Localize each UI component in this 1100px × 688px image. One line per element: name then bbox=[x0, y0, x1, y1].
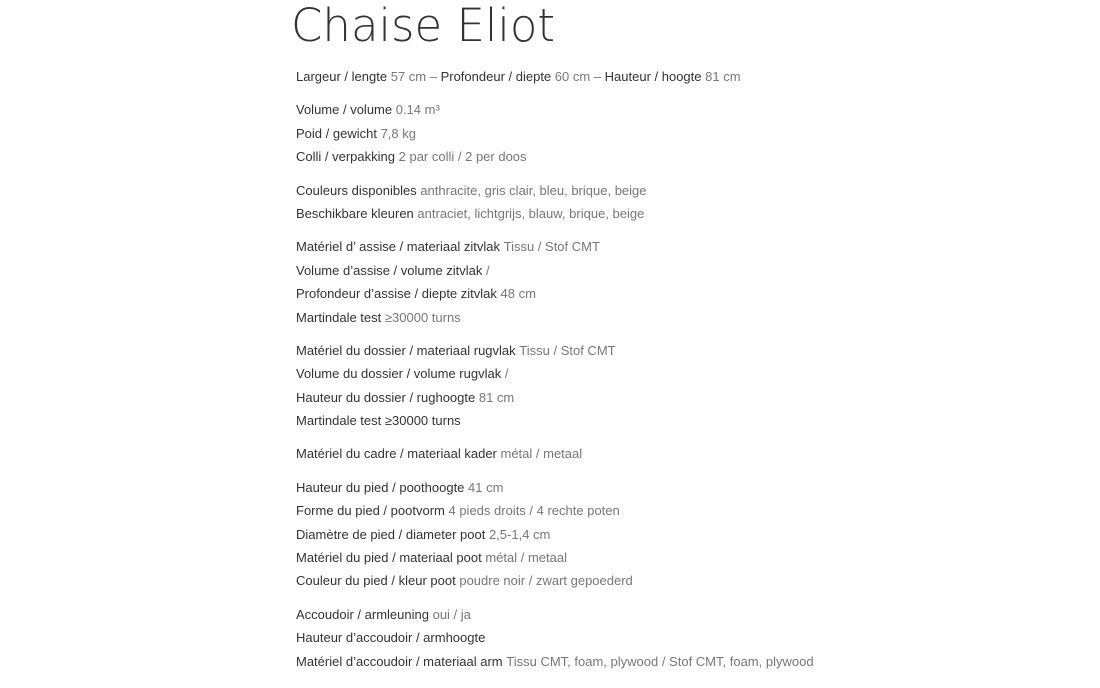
spec-value: 81 cm bbox=[705, 69, 741, 84]
spec-line bbox=[296, 98, 1076, 121]
spec-value: poudre noir / zwart gepoederd bbox=[459, 573, 633, 589]
spec-label: Couleur du pied / kleur poot bbox=[296, 573, 456, 589]
spec-value: ≥30000 turns bbox=[384, 309, 461, 325]
spec-line bbox=[296, 306, 1076, 329]
spec-label: Matériel d’accoudoir / materiaal arm bbox=[296, 653, 503, 669]
spec-value: métal / metaal bbox=[485, 550, 567, 566]
spec-group-frame bbox=[296, 442, 1076, 465]
spec-value: / bbox=[486, 262, 490, 278]
spec-group-seat bbox=[296, 235, 1076, 329]
spec-group-armrest bbox=[296, 603, 1076, 673]
spec-group-volume bbox=[296, 98, 1076, 168]
spec-value: 41 cm bbox=[468, 479, 504, 495]
spec-group-dimensions bbox=[296, 65, 1076, 88]
spec-label: Volume du dossier / volume rugvlak bbox=[296, 366, 502, 382]
spec-value: Tissu / Stof CMT bbox=[519, 342, 616, 358]
spec-value: 2,5-1,4 cm bbox=[488, 526, 551, 542]
spec-value: 81 cm bbox=[478, 389, 515, 405]
spec-label: Matériel d’ assise / materiaal zitvlak bbox=[296, 239, 500, 255]
spec-group-backrest bbox=[296, 339, 1076, 433]
spec-label: Volume d’assise / volume zitvlak bbox=[296, 262, 483, 278]
spec-label: Hauteur / hoogte bbox=[604, 69, 702, 84]
spec-value: oui / ja bbox=[432, 606, 471, 622]
spec-value: 2 par colli / 2 per doos bbox=[398, 149, 527, 165]
spec-label: Forme du pied / pootvorm bbox=[296, 503, 445, 519]
spec-value: / bbox=[504, 366, 509, 382]
spec-line bbox=[296, 409, 1076, 432]
spec-line bbox=[296, 386, 1076, 409]
spec-line bbox=[296, 339, 1076, 362]
spec-label: Poid / gewicht bbox=[296, 125, 377, 141]
spec-line bbox=[296, 259, 1076, 282]
spec-list bbox=[296, 65, 1076, 683]
spec-value: anthracite, gris clair, bleu, brique, beige bbox=[420, 182, 647, 198]
spec-line bbox=[296, 202, 1076, 225]
spec-value: antraciet, lichtgrijs, blauw, brique, beige bbox=[417, 205, 645, 221]
spec-value: métal / metaal bbox=[500, 446, 583, 462]
spec-value: 0.14 m³ bbox=[395, 102, 440, 118]
spec-line bbox=[296, 362, 1076, 385]
spec-label: Diamètre de pied / diameter poot bbox=[296, 526, 486, 542]
spec-line bbox=[296, 442, 1076, 465]
spec-line bbox=[296, 122, 1076, 145]
spec-value: Tissu / Stof CMT bbox=[503, 239, 600, 255]
page-title: Chaise Eliot bbox=[291, 0, 556, 52]
spec-label: Profondeur / diepte bbox=[440, 69, 552, 84]
spec-label: Hauteur du pied / poothoogte bbox=[296, 479, 465, 495]
spec-line bbox=[296, 650, 1076, 673]
spec-line bbox=[296, 145, 1076, 168]
spec-group-colors bbox=[296, 179, 1076, 226]
spec-line bbox=[296, 523, 1076, 546]
spec-label: Beschikbare kleuren bbox=[296, 205, 414, 221]
spec-label: Martindale test bbox=[296, 309, 382, 325]
spec-line bbox=[296, 569, 1076, 592]
spec-label: Matériel du cadre / materiaal kader bbox=[296, 446, 497, 462]
spec-line bbox=[296, 546, 1076, 569]
spec-line bbox=[296, 476, 1076, 499]
spec-line bbox=[296, 235, 1076, 258]
spec-value: 7,8 kg bbox=[380, 125, 416, 141]
spec-label: Accoudoir / armleuning bbox=[296, 606, 429, 622]
spec-label: Matériel du dossier / materiaal rugvlak bbox=[296, 342, 516, 358]
spec-value: 4 pieds droits / 4 rechte poten bbox=[448, 503, 620, 519]
spec-value: Tissu CMT, foam, plywood / Stof CMT, foam, plywood bbox=[506, 653, 814, 669]
spec-value: 60 cm – bbox=[554, 69, 602, 84]
spec-line bbox=[296, 603, 1076, 626]
spec-line bbox=[296, 282, 1076, 305]
spec-value: 57 cm – bbox=[390, 69, 437, 84]
spec-label: Couleurs disponibles bbox=[296, 182, 417, 198]
spec-label: Matériel du pied / materiaal poot bbox=[296, 550, 482, 566]
spec-group-legs bbox=[296, 476, 1076, 593]
spec-label: Largeur / lengte bbox=[296, 69, 388, 84]
spec-line bbox=[296, 499, 1076, 522]
spec-line bbox=[296, 179, 1076, 202]
spec-label: Profondeur d’assise / diepte zitvlak bbox=[296, 286, 497, 302]
spec-label: Hauteur du dossier / rughoogte bbox=[296, 389, 476, 405]
spec-label: Colli / verpakking bbox=[296, 149, 395, 165]
spec-label: Martindale test ≥30000 turns bbox=[296, 413, 461, 429]
spec-line bbox=[296, 65, 1076, 88]
spec-label: Volume / volume bbox=[296, 102, 393, 118]
spec-line bbox=[296, 626, 1076, 649]
spec-label: Hauteur d’accoudoir / armhoogte bbox=[296, 630, 486, 646]
spec-value: 48 cm bbox=[500, 286, 536, 302]
